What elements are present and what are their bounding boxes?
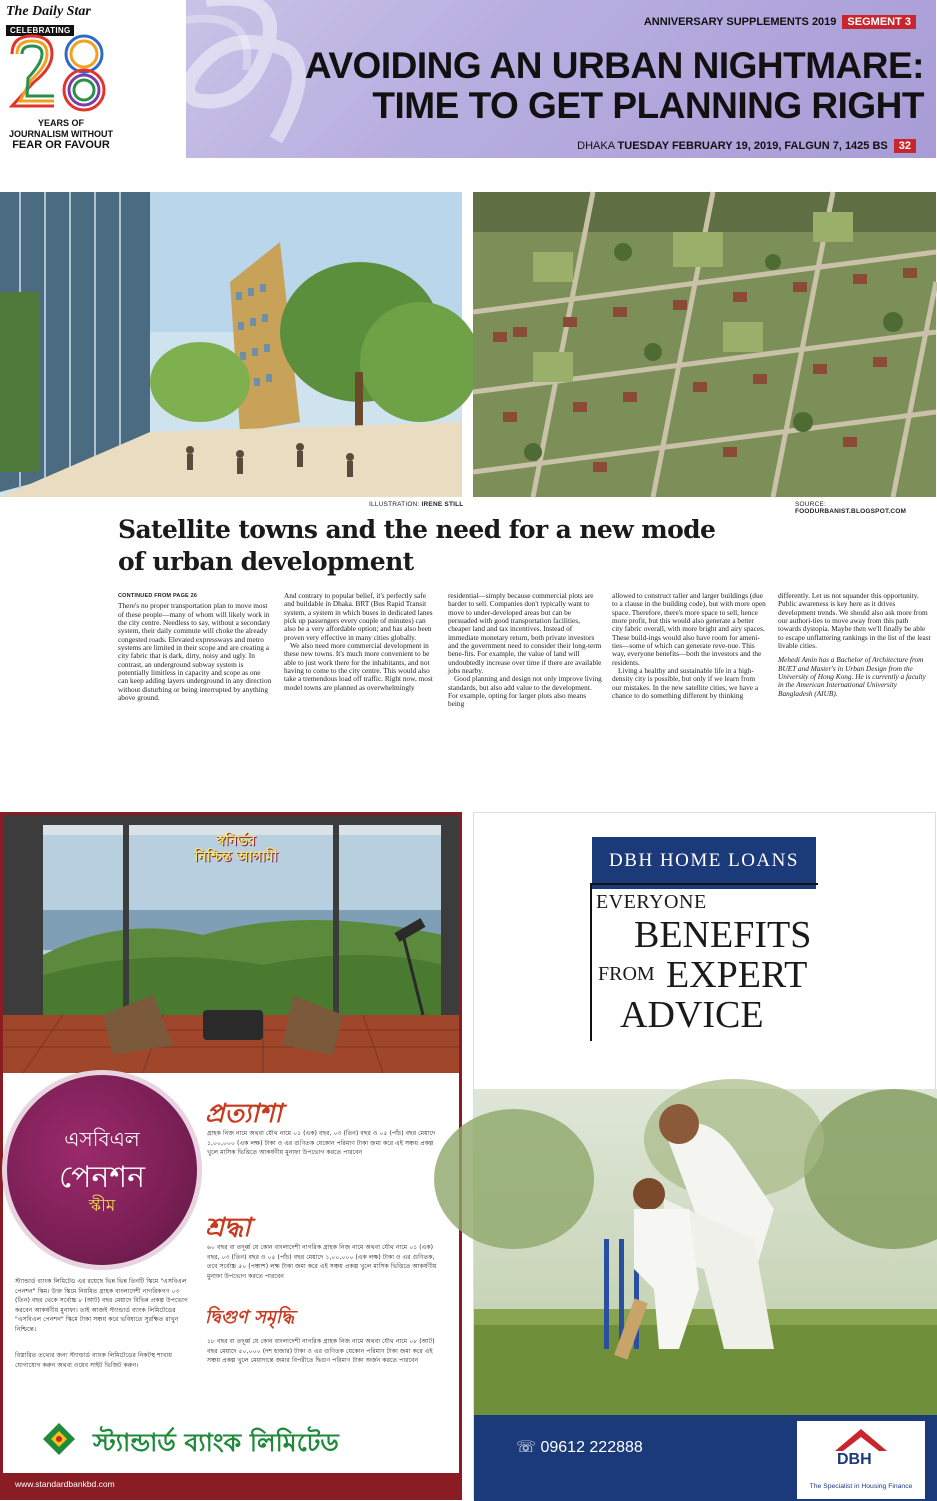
- brand-block: [0, 0, 120, 170]
- page-number: 32: [894, 139, 916, 153]
- dbh-home-loans-ad[interactable]: [473, 812, 936, 1500]
- quote-line-expert: EXPERT: [666, 954, 808, 996]
- author-bio: Mehedi Amin has a Bachelor of Architecture from BUET and Master's in Urban Design from the University of Hong Kong. He is currently a faculty in the American International University Bangladesh (AIUB).: [778, 655, 926, 698]
- caption-credit: IRENE STILL: [421, 501, 464, 508]
- headset-icon: ☏: [516, 1439, 537, 1456]
- pension-description: স্ট্যান্ডার্ড ব্যাংক লিমিটেড এর রয়েছে ভিন্ন ভিন্ন তিনটি স্কিমে "এসবিএল পেনশন" স্কিম। উক্ত স্কিমে নিয়মিত গ্রাহক বাংলাদেশী নাগরিকগণ ০৩ (তিন) বছর থেকে সর্বোচ্চ ৮ (আট) বছর মেয়াদে বিভিন্ন প্রকল্প উপভোগ করবেন আকর্ষণীয় মুনাফা। তাই আজই স্ট্যান্ডার্ড ব্যাংক লিমিটেডের "এসবিএল পেনশন" স্কিমে টাকা সঞ্চয় করে ভবিষ্যতে সুরক্ষিত রাখুন নিশ্চিন্তে।: [15, 1278, 188, 1333]
- dbh-logo-tagline: The Specialist in Housing Finance: [809, 1483, 913, 1490]
- pension-line-1: এসবিএল: [64, 1127, 140, 1151]
- main-headline: [244, 46, 924, 126]
- illustration-satellite-town-plaza: [0, 192, 462, 497]
- aerial-neighborhood-illustration: [473, 192, 936, 497]
- bank-footer-bar: [3, 1473, 459, 1497]
- pension-line-2: পেনশন: [58, 1160, 146, 1195]
- roof-icon: [835, 1427, 887, 1451]
- segment-badge: SEGMENT 3: [842, 15, 916, 29]
- caption-credit: FOODURBANIST.BLOGSPOT.COM: [795, 508, 907, 515]
- bank-logo-row: [3, 1415, 459, 1463]
- headline-line-1: AVOIDING AN URBAN NIGHTMARE:: [304, 45, 924, 86]
- scheme-heading-2: শ্রদ্ধা: [205, 1213, 251, 1243]
- continued-from: CONTINUED FROM PAGE 26: [118, 593, 198, 599]
- phone-number: 09612 222888: [540, 1439, 643, 1456]
- dbh-title-box: [592, 837, 816, 889]
- article-paragraph: Good planning and design not only improve living standards, but also add value to the development. For example, opting for larger plots also means being: [448, 674, 602, 709]
- supplement-label: ANNIVERSARY SUPPLEMENTS 2019: [643, 16, 837, 28]
- quote-line-advice: ADVICE: [620, 994, 764, 1036]
- bank-slogan: [171, 833, 301, 865]
- headline-line-2: TIME TO GET PLANNING RIGHT: [372, 85, 924, 126]
- article-column-2: [284, 592, 438, 698]
- article-paragraph: We also need more commercial development in these new towns. It's much more convenient to be able to just work there for the inhabitants, and not having to come to the city centre. This would also take a tremendous load off traffic. Right now, most model towns are planned as overwhelmingly: [284, 641, 433, 692]
- dbh-phone[interactable]: [516, 1437, 643, 1457]
- bank-name: স্ট্যান্ডার্ড ব্যাংক লিমিটেড: [93, 1428, 339, 1457]
- bank-logo-icon: [41, 1421, 77, 1457]
- article-column-5: [778, 592, 932, 698]
- dbh-logo-text: DBH: [837, 1451, 872, 1468]
- anniversary-number-logo: [6, 32, 114, 116]
- scheme-heading-1: প্রত্যাশা: [205, 1099, 282, 1129]
- tagline-line-3: FEAR OR FAVOUR: [12, 139, 110, 151]
- caption-label: SOURCE:: [795, 501, 827, 508]
- tagline-line-1: YEARS OF: [37, 118, 84, 128]
- masthead: [0, 0, 936, 180]
- headline-banner: [186, 0, 936, 158]
- dbh-logo: [797, 1421, 925, 1499]
- pension-contact-info: বিস্তারিত তথ্যের জন্য স্ট্যান্ডার্ড ব্যাংক লিমিটেডের নিকটস্থ শাখায় যোগাযোগ করুন অথবা ওয়েব সাইট ভিজিট করুন।: [15, 1352, 173, 1369]
- scheme-text-2: ৬০ বছর বা তদূর্ধ্ব যে কোন বাংলাদেশী নাগরিক গ্রাহক নিজ নামে অথবা যৌথ নামে ০১ (এক) বছর, ০৩ (তিন) বছর ও ০৫ (পাঁচ) বছর মেয়াদে ১,০০,০০০ (এক লক্ষ) টাকা ও এর গুণিতক, তবে সর্বোচ্চ ৫০ (পঞ্চাশ) লক্ষ টাকা জমা করে এই সঞ্চয় প্রকল্প খুলে মাসিক ভিত্তিতে আকর্ষণীয় মুনাফা উপভোগ করতে পারবেন: [207, 1244, 437, 1280]
- bank-website-link[interactable]: www.standardbankbd.com: [15, 1479, 115, 1489]
- pension-line-3: স্কীম: [88, 1196, 116, 1216]
- slogan-line-1: স্বনির্ভর: [216, 833, 256, 849]
- pension-scheme-badge: [7, 1075, 197, 1265]
- brand-tagline: [6, 118, 116, 151]
- slogan-line-2: নিশ্চিন্ত আগামী: [194, 849, 278, 865]
- newspaper-name: The Daily Star: [6, 4, 91, 19]
- standard-bank-pension-ad[interactable]: [0, 812, 462, 1500]
- article-paragraph: residential—simply because commercial plots are harder to sell. Companies don't typically want to move to under-developed areas but can be persuaded with good transportation facilities, cheaper land and tax incentives. Instead of immediate monetary return, both private investors and the government need to consider their long-term bene-fits. For example, the value of land will undoubtedly increase over time if there are available jobs nearby.: [448, 591, 602, 676]
- date-text: TUESDAY FEBRUARY 19, 2019, FALGUN 7, 1425 BS: [617, 140, 888, 152]
- quote-line-benefits: BENEFITS: [634, 914, 812, 956]
- father-son-cricket-photo: [474, 1089, 937, 1455]
- dateline: [577, 140, 916, 152]
- left-photo-caption: [369, 501, 463, 508]
- date-city: DHAKA: [577, 140, 615, 152]
- caption-label: ILLUSTRATION:: [369, 501, 420, 508]
- article-paragraph: And contrary to popular belief, it's perfectly safe and buildable in Dhaka. BRT (Bus Rapid Transit system, a system in which buses in dedicated lanes pick up passengers every couple of minutes) can also be a very affordable option; and has also been proven very effective in many cities globally.: [284, 591, 433, 642]
- article-paragraph: There's no proper transportation plan to move most of these people—many of whom will likely work in the city centre. Needless to say, without a secondary system, their daily commute will choke the already congested roads. Elevated expressways and metro systems are limited in their scope and are creating a city fabric that is dark, dirty, noisy and ugly. In contrast, an underground subway system is potentially limitless in capacity and scope as one can keep adding layers underground in any direction without disturbing or being interrupted by anything above ground.: [118, 601, 272, 703]
- article-title: Satellite towns and the need for a new mode of urban development: [118, 515, 716, 576]
- scheme-heading-3: দ্বিগুণ সমৃদ্ধি: [205, 1307, 295, 1328]
- article-paragraph: Living a healthy and sustainable life in a high-density city is possible, but only if we learn from our mistakes. In the new satellite cities, we have a chance to do something different by thinking: [612, 666, 759, 701]
- dbh-footer-bar: [474, 1415, 937, 1501]
- quote-line-everyone: EVERYONE: [596, 891, 707, 913]
- article-column-4: [612, 591, 766, 701]
- article-column-3: [448, 591, 602, 709]
- article-paragraph: differently. Let us not squander this opportunity. Public awareness is key here as it drives development trends. We should also ask more from our authori-ties to move away from this path towards dystopia. Maybe then we'll finally be able to escape unflattering rankings in the list of the least livable cities.: [778, 591, 931, 651]
- right-photo-caption: [795, 501, 936, 515]
- scheme-text-1: গ্রাহক নিজ নামে অথবা যৌথ নামে ০১ (এক) বছর, ০৩ (তিন) বছর ও ০৫ (পাঁচ) বছর মেয়াদে ১,০০,০০০ (এক লক্ষ) টাকা ও এর গুণিতক যেকোন পরিমাণ টাকা জমা করে এই সঞ্চয় প্রকল্প খুলে মাসিক ভিত্তিতে আকর্ষণীয় মুনাফা উপভোগ করতে পারবেন: [207, 1130, 436, 1156]
- celebrating-badge: CELEBRATING: [6, 25, 74, 36]
- scheme-text-3: ১৮ বছর বা তদূর্ধ্ব যে কোন বাংলাদেশী নাগরিক গ্রাহক নিজ নামে অথবা যৌথ নামে ০৮ (আট) বছর মেয়াদে ৫০,০০০ (দশ হাজার) টাকা ও এর গুণিতক যেকোন পরিমাণ টাকা জমা করে এই সঞ্চয় প্রকল্প খুলে মেয়াদান্তে জমার বিপরীতে দ্বিগুণ পরিমাণ টাকা অর্জন করতে পারবেন: [207, 1338, 435, 1364]
- quote-line-from: FROM: [598, 963, 655, 985]
- supplement-line: [644, 16, 916, 28]
- dbh-title: DBH HOME LOANS: [609, 850, 799, 871]
- article-body: [118, 591, 936, 709]
- tagline-line-2: JOURNALISM WITHOUT: [9, 129, 113, 139]
- article-column-1: [118, 592, 272, 703]
- article-paragraph: allowed to construct taller and larger buildings (due to a clause in the building code), but with more open space. Therefore, there's more space to sell, hence more profit, but this would also generate a better city fabric overall, with more bright and airy spaces. These build-ings would also have room for ameni-ties—some of which can generate reve-nue. This way, everyone benefits—both the investors and the residents.: [612, 591, 766, 667]
